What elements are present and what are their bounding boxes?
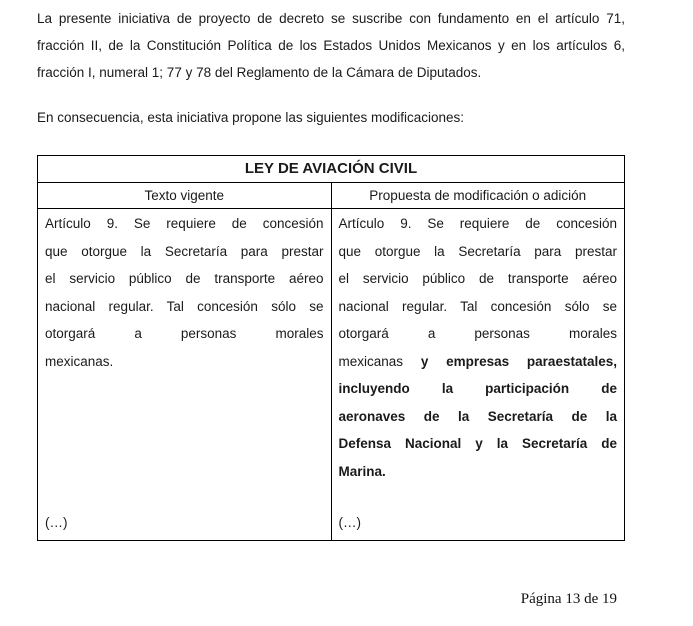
- text-line: Defensa Nacional y la Secretaría de: [338, 436, 617, 451]
- texto-vigente-text: [45, 210, 324, 375]
- table-header-row: [38, 183, 624, 209]
- propuesta-ellipsis: (…): [338, 514, 361, 530]
- intro-paragraph: [37, 5, 625, 86]
- text-line: Artículo 9. Se requiere de concesión: [338, 216, 617, 231]
- text-line: otorgará a personas morales: [338, 326, 617, 341]
- text-line: nacional regular. Tal concesión sólo se: [338, 298, 617, 314]
- text-line: mexicanas y empresas paraestatales,: [338, 353, 617, 369]
- text-line: aeronaves de la Secretaría de la: [338, 408, 617, 424]
- consequence-paragraph: En consecuencia, esta iniciativa propone las siguientes modificaciones:: [37, 110, 464, 125]
- column-header-propuesta: Propuesta de modificación o adición: [331, 183, 625, 208]
- text-line: mexicanas.: [45, 353, 114, 369]
- text-line: La presente iniciativa de proyecto de decreto se suscribe con fundamento en el artículo 71,: [37, 11, 625, 26]
- column-header-texto-vigente: Texto vigente: [144, 188, 225, 203]
- text-line: Marina.: [338, 463, 386, 479]
- text-line: otorgará a personas morales: [45, 326, 324, 341]
- page-number: Página 13 de 19: [520, 591, 617, 607]
- propuesta-text: [339, 210, 618, 485]
- text-line: el servicio público de transporte aéreo: [45, 271, 324, 286]
- text-line: fracción II, de la Constitución Política de los Estados Unidos Mexicanos y en los artículos 6,: [37, 38, 625, 53]
- text-line: el servicio público de transporte aéreo: [338, 271, 617, 286]
- text-line: que otorgue la Secretaría para prestar: [45, 243, 324, 259]
- texto-vigente-ellipsis: (…): [45, 514, 68, 530]
- cell-propuesta: [331, 209, 625, 540]
- text-line: que otorgue la Secretaría para prestar: [338, 243, 617, 259]
- text-line: fracción I, numeral 1; 77 y 78 del Reglamento de la Cámara de Diputados.: [37, 65, 482, 80]
- text-line: Artículo 9. Se requiere de concesión: [45, 216, 324, 231]
- table-title: LEY DE AVIACIÓN CIVIL: [38, 156, 624, 183]
- table-body-row: [38, 209, 624, 540]
- comparison-table: [37, 155, 625, 541]
- cell-texto-vigente: [38, 209, 331, 540]
- text-line: incluyendo la participación de: [338, 381, 617, 396]
- text-line: nacional regular. Tal concesión sólo se: [45, 298, 324, 314]
